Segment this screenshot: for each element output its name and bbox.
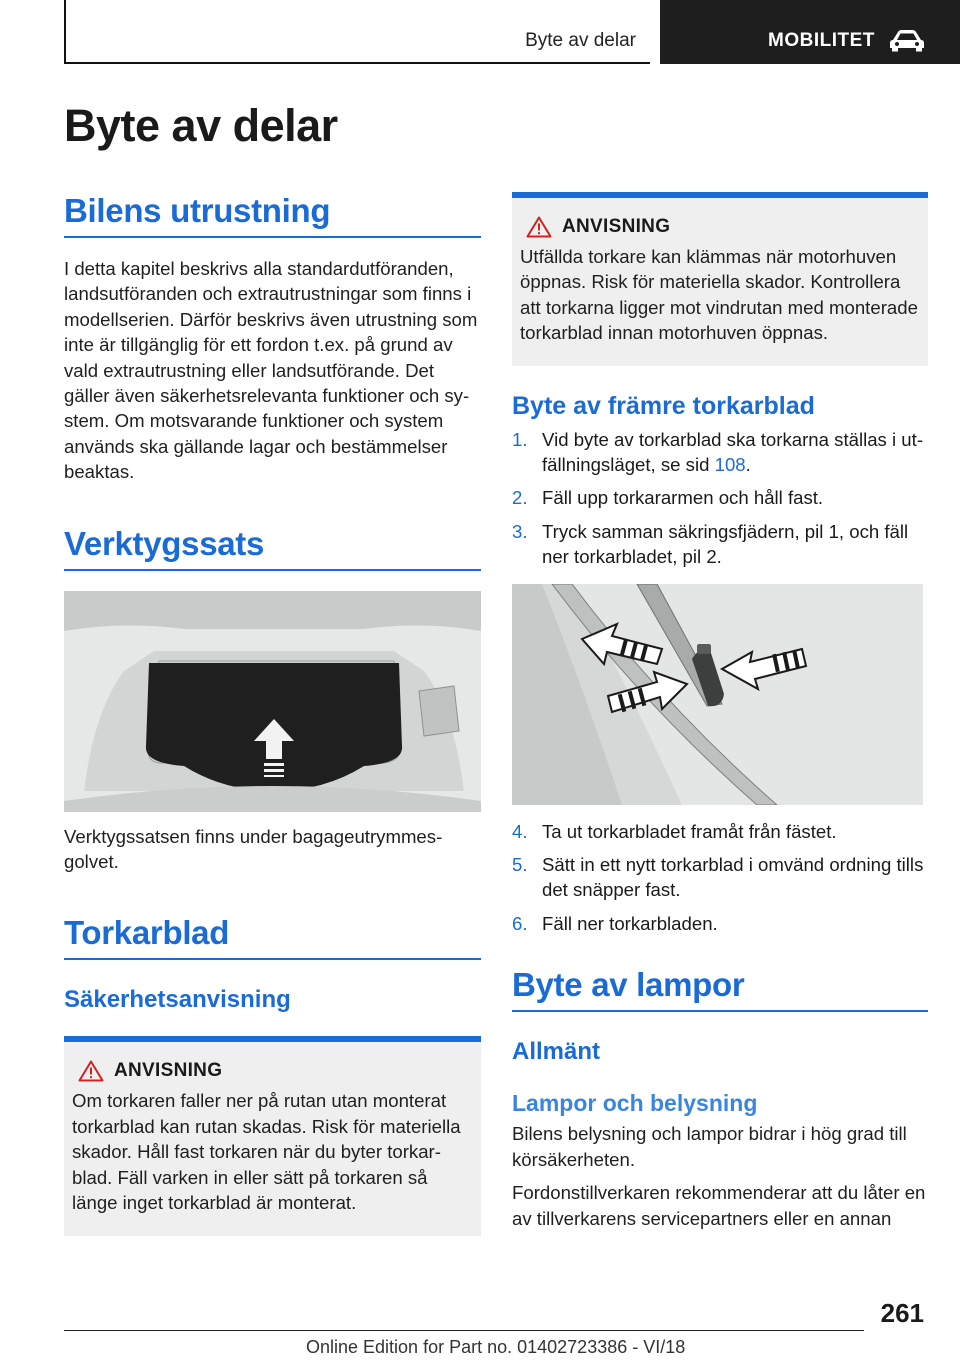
header-chapter-title: Byte av delar — [525, 30, 636, 51]
section-rule — [64, 236, 481, 238]
wiper-image — [512, 584, 923, 805]
right-column — [512, 192, 928, 1231]
list-item — [512, 852, 928, 903]
footer-edition: Online Edition for Part no. 01402723386 - VI/18 — [306, 1337, 686, 1357]
wiper-steps-list-continued — [512, 819, 928, 937]
section-rule — [64, 958, 481, 960]
warning-text: Utfällda torkare kan klämmas när motorhuven öppnas. Risk för materiella skador. Kontrollera att torkarna ligger mot vindrutan med monterade torkarblad innan motorhuven öppnas. — [520, 246, 918, 344]
step-text: Vid byte av torkarblad ska torkarna ställas i utfällningsläget, se sid — [542, 428, 924, 476]
list-item — [512, 519, 928, 570]
car-icon — [888, 28, 926, 52]
page-number: 261 — [880, 1298, 924, 1328]
wiper-illustration — [512, 584, 923, 805]
step-number: 4. — [512, 820, 528, 842]
warning-text: Om torkaren faller ner på rutan utan monterat torkarblad kan rutan skadas. Risk för materiella skador. Håll fast torkaren när du byter torkarblad. Fäll varken in eller sätt på torkaren så länge inget torkarblad är monterat. — [72, 1090, 461, 1214]
warning-triangle-icon — [78, 1060, 104, 1082]
general-subheading: Allmänt — [512, 1038, 601, 1066]
step-text: Fäll ner torkarbladen. — [542, 912, 718, 934]
step-number: 1. — [512, 428, 528, 450]
front-wipers-heading: Byte av främre torkarblad — [512, 391, 815, 420]
lamps-heading: Byte av lampor — [512, 966, 745, 1004]
equipment-heading: Bilens utrustning — [64, 192, 331, 229]
list-item — [512, 485, 928, 510]
safety-subheading: Säkerhetsanvisning — [64, 986, 291, 1014]
wipers-heading: Torkarblad — [64, 914, 230, 952]
wiper-steps-list — [512, 427, 928, 570]
page-title: Byte av delar — [64, 100, 338, 151]
lamps-text-1: Bilens belysning och lampor bidrar i hög grad till körsäkerheten. — [512, 1123, 907, 1170]
list-item — [512, 911, 928, 936]
page-reference-link[interactable]: 108 — [714, 454, 746, 476]
step-text: Sätt in ett nytt torkarblad i omvänd ordning tills det snäpper fast. — [542, 854, 924, 901]
toolkit-caption: Verktygssatsen finns under bagageutrymmesgolvet. — [64, 825, 443, 873]
list-item — [512, 427, 928, 478]
warning-box — [64, 1036, 481, 1235]
warning-title — [78, 1060, 473, 1082]
lamps-text-2: Fordonstillverkaren rekommenderar att du låter en av tillverkarens servicepartners eller en annan — [512, 1182, 926, 1229]
warning-title — [526, 216, 920, 238]
list-item — [512, 819, 928, 844]
header-section-label: MOBILITET — [768, 30, 875, 51]
trunk-illustration — [64, 591, 481, 812]
header-section-tab — [660, 0, 960, 64]
section-rule — [64, 569, 481, 571]
left-column — [64, 192, 481, 1236]
warning-label: ANVISNING — [562, 216, 671, 237]
step-number: 6. — [512, 912, 528, 934]
step-number: 3. — [512, 520, 528, 542]
trunk-image — [64, 591, 481, 812]
section-rule — [512, 1010, 928, 1012]
equipment-text: I detta kapitel beskrivs alla standardutföranden, landsutföranden och extrautrustningar som finns i modellserien. Därför beskrivs även utrustning som inte är tillgänglig för ett fordon t.ex. på grund av vald extrautrustning eller landsutförande. Det gäller även säkerhetsrelevanta funktioner och system. Om motsvarande funktioner och system används ska gällande lagar och bestämmelser beaktas. — [64, 258, 478, 483]
step-text: Fäll upp torkararmen och håll fast. — [542, 487, 824, 509]
warning-box — [512, 192, 928, 366]
step-number: 2. — [512, 487, 528, 509]
step-text: Tryck samman säkringsfjädern, pil 1, och fäll ner torkarbladet, pil 2. — [542, 520, 909, 568]
step-number: 5. — [512, 854, 528, 876]
header-bar — [64, 0, 650, 64]
step-text: Ta ut torkarbladet framåt från fästet. — [542, 820, 837, 842]
warning-triangle-icon — [526, 216, 552, 238]
footer-rule — [64, 1330, 864, 1331]
lamps-lighting-subheading: Lampor och belysning — [512, 1090, 758, 1117]
toolkit-heading: Verktygssats — [64, 524, 265, 562]
warning-label: ANVISNING — [114, 1060, 223, 1082]
step-text-end: . — [745, 454, 751, 476]
